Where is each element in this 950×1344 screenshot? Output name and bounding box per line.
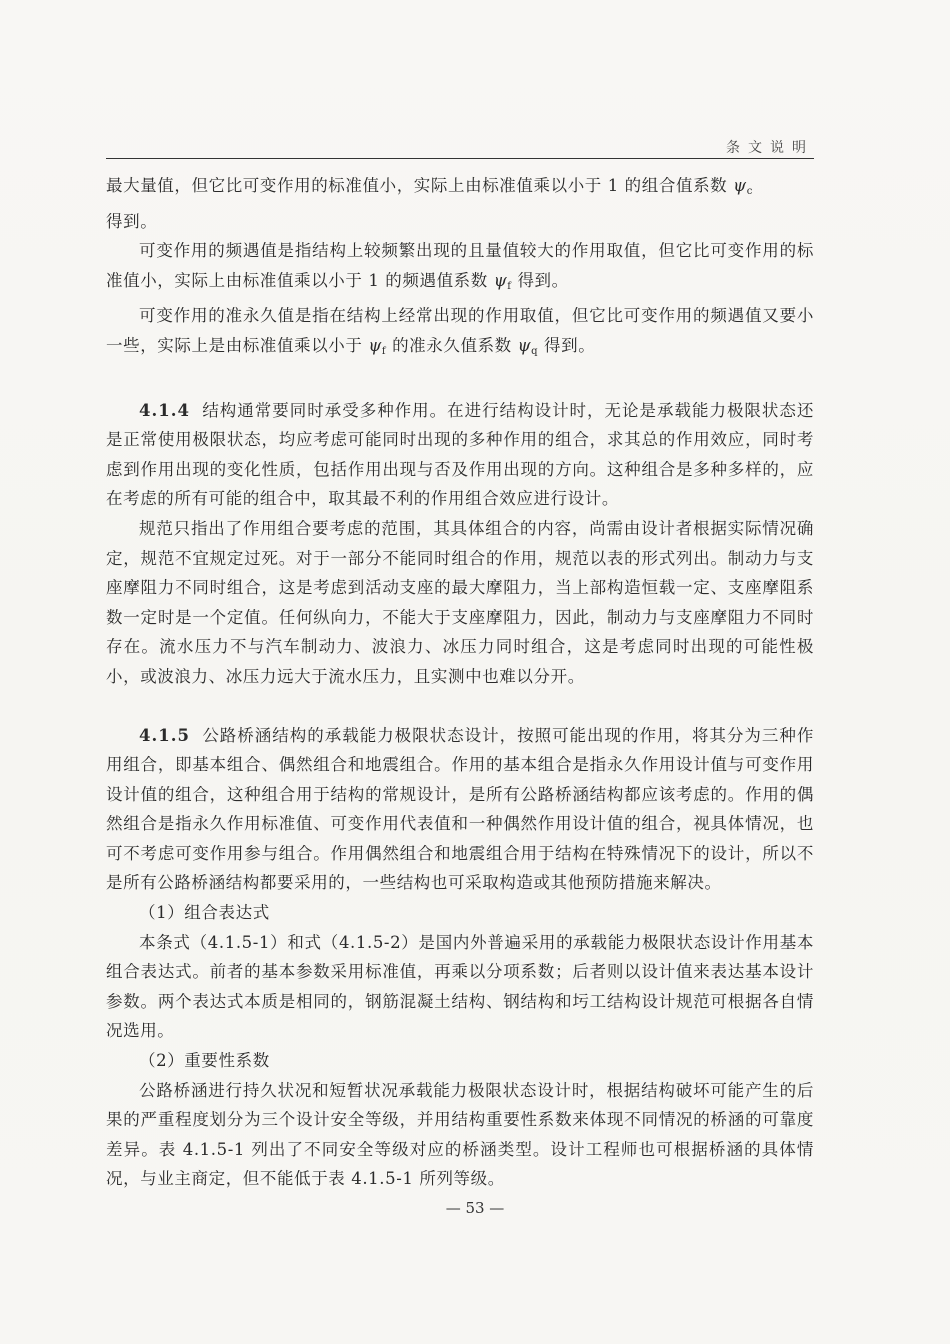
- paragraph-combination-expression: 本条式（4.1.5-1）和式（4.1.5-2）是国内外普遍采用的承载能力极限状态设计作用基本组合表达式。前者的基本参数采用标准值，再乘以分项系数；后者则以设计值来表达基本设计参数。两个表达式本质是相同的，钢筋混凝土结构、钢结构和圬工结构设计规范可根据各自情况选用。: [106, 932, 814, 1041]
- text-run: 可变作用的准永久值是指在结构上经常出现的作用取值，但它比可变作用的频遇值又要小一些，实际上是由标准值乘以小于: [106, 306, 814, 355]
- clause-4-1-5: [106, 721, 814, 899]
- text-run: 最大量值，但它比可变作用的标准值小，实际上由标准值乘以小于 1 的组合值系数: [106, 176, 734, 195]
- subscript: c: [746, 186, 753, 197]
- text-run: 得到。: [106, 211, 158, 231]
- section-gap: [106, 367, 814, 396]
- clause-number: 4.1.5: [139, 725, 190, 745]
- psi-symbol: ψ: [368, 335, 382, 355]
- paragraph-quasi-permanent-value: [106, 301, 814, 366]
- psi-symbol: ψ: [493, 270, 508, 290]
- subheading-importance-factor: （2）重要性系数: [139, 1051, 270, 1071]
- text-run: 可变作用的频遇值是指结构上较频繁出现的且量值较大的作用取值，但它比可变作用的标准值小，实际上由标准值乘以小于 1 的频遇值系数: [106, 241, 814, 290]
- paragraph-importance-factor: 公路桥涵进行持久状况和短暂状况承载能力极限状态设计时，根据结构破坏可能产生的后果的严重程度划分为三个设计安全等级，并用结构重要性系数来体现不同情况的桥涵的可靠度差异。表 4.1.5-1 列出了不同安全等级对应的桥涵类型。设计工程师也可根据桥涵的具体情况，与业主商定，但不能低于表 4.1.5-1 所列等级。: [106, 1080, 814, 1189]
- clause-text: 公路桥涵结构的承载能力极限状态设计，按照可能出现的作用，将其分为三种作用组合，即基本组合、偶然组合和地震组合。作用的基本组合是指永久作用设计值与可变作用设计值的组合，这种组合用于结构的常规设计，是所有公路桥涵结构都应该考虑的。作用的偶然组合是指永久作用标准值、可变作用代表值和一种偶然作用设计值的组合，视具体情况，也可不考虑可变作用参与组合。作用偶然组合和地震组合用于结构在特殊情况下的设计，所以不是所有公路桥涵结构都要采用的，一些结构也可采取构造或其他预防措施来解决。: [106, 725, 814, 893]
- running-title: 条文说明: [726, 140, 814, 156]
- paragraph-frequent-value: [106, 236, 814, 301]
- clause-text: 结构通常要同时承受多种作用。在进行结构设计时，无论是承载能力极限状态还是正常使用极限状态，均应考虑可能同时出现的多种作用的组合，求其总的作用效应，同时考虑到作用出现的变化性质，包括作用出现与否及作用出现的方向。这种组合是多种多样的，应在考虑的所有可能的组合中，取其最不利的作用组合效应进行设计。: [106, 400, 814, 509]
- psi-symbol: ψ: [517, 335, 532, 355]
- subscript: q: [531, 345, 539, 357]
- page-number: — 53 —: [445, 1199, 505, 1217]
- paragraph-combination-scope: 规范只指出了作用组合要考虑的范围，其具体组合的内容，尚需由设计者根据实际情况确定，规范不宜规定过死。对于一部分不能同时组合的作用，规范以表的形式列出。制动力与支座摩阻力不同时组合，这是考虑到活动支座的最大摩阻力，当上部构造恒载一定、支座摩阻系数一定时是一个定值。任何纵向力，不能大于支座摩阻力，因此，制动力与支座摩阻力不同时存在。流水压力不与汽车制动力、波浪力、冰压力同时组合，这是考虑同时出现的可能性极小，或波浪力、冰压力远大于流水压力，且实测中也难以分开。: [106, 518, 814, 686]
- text-run: 的准永久值系数: [386, 335, 518, 355]
- subheading-combination-expression: （1）组合表达式: [139, 903, 270, 923]
- paragraph-combination-value: [106, 171, 814, 236]
- subscript: f: [381, 345, 387, 357]
- text-run: 得到。: [538, 335, 596, 355]
- psi-symbol: ψ: [733, 176, 747, 195]
- clause-number: 4.1.4: [139, 400, 190, 420]
- clause-4-1-4: [106, 396, 814, 514]
- header-rule: [106, 158, 814, 159]
- section-gap: [106, 692, 814, 721]
- text-run: 得到。: [511, 270, 569, 290]
- body-text: [106, 171, 814, 1194]
- subscript: f: [507, 280, 512, 292]
